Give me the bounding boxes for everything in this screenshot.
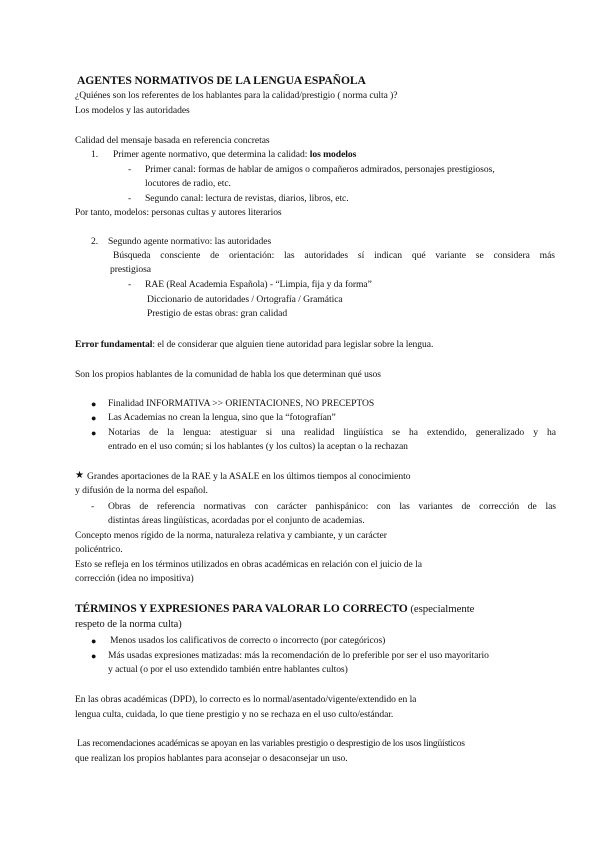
canal1-line-a: Primer canal: formas de hablar de amigos o compañeros admirados, personajes prestigiosos, bbox=[145, 164, 495, 175]
rae-line: RAE (Real Academia Española) - “Limpia, fija y da forma” bbox=[145, 279, 372, 290]
obras-line-a: Obras de referencia normativas con carácter panhispánico: con las variantes de corrección de las bbox=[108, 501, 556, 512]
bullet-1: ● bbox=[91, 399, 97, 409]
grandes-line-a: Grandes aportaciones de la RAE y la ASALE en los últimos tiempos al conocimiento bbox=[87, 471, 411, 482]
rae-dash: - bbox=[128, 279, 132, 290]
calidad-line: Calidad del mensaje basada en referencia concretas bbox=[75, 135, 270, 146]
bullet-5: ● bbox=[91, 651, 97, 661]
recomendaciones-line-b: que realizan los propios hablantes para aconsejar o desaconsejar un uso. bbox=[75, 753, 348, 764]
bullet-4-text: Menos usados los calificativos de correcto o incorrecto (por categóricos) bbox=[110, 635, 386, 646]
canal1-line-b: locutores de radio, etc. bbox=[145, 178, 231, 189]
section2-bold: TÉRMINOS Y EXPRESIONES PARA VALORAR LO CORRECTO bbox=[75, 603, 408, 615]
error-bold: Error fundamental bbox=[75, 339, 153, 350]
question-line: ¿Quiénes son los referentes de los hablantes para la calidad/prestigio ( norma culta )? bbox=[75, 90, 398, 101]
canal1-dash: - bbox=[128, 164, 132, 175]
item1-number: 1. bbox=[91, 149, 99, 160]
item1-bold: los modelos bbox=[309, 149, 357, 160]
bullet-3: ● bbox=[91, 428, 97, 438]
bullet-5-text-a: Más usadas expresiones matizadas: más la recomendación de lo preferible por ser el uso mayoritario bbox=[108, 650, 489, 661]
dpd-line-b: lengua culta, cuidada, lo que tiene prestigio y no se rechaza en el uso culto/estándar. bbox=[75, 709, 394, 720]
sonlos-line: Son los propios hablantes de la comunidad de habla los que determinan qué usos bbox=[75, 369, 381, 380]
dpd-line-a: En las obras académicas (DPD), lo correcto es lo normal/asentado/vigente/extendido en la bbox=[75, 694, 417, 705]
bullet-4: ● bbox=[91, 636, 97, 646]
item1-label: Primer agente normativo, que determina la calidad: bbox=[113, 149, 310, 160]
bullet-3-text-b: entrado en el uso común; si los hablantes (y los cultos) la aceptan o la rechazan bbox=[108, 441, 408, 452]
esto-line-b: corrección (idea no impositiva) bbox=[75, 573, 194, 584]
busqueda-line-a: Búsqueda consciente de orientación: las autoridades sí indican qué variante se considera más bbox=[113, 250, 555, 261]
obras-line-b: distintas áreas lingüísticas, acordadas por el conjunto de academias. bbox=[108, 515, 365, 526]
section2-rest: (especialmente bbox=[407, 603, 475, 615]
section2-heading bbox=[75, 603, 474, 615]
bullet-3-text-a: Notarias de la lengua: atestiguar si una realidad lingüística se ha extendido, generalizado y ha bbox=[108, 427, 556, 438]
doc-title: AGENTES NORMATIVOS DE LA LENGUA ESPAÑOLA bbox=[77, 74, 366, 87]
bullet-5-text-b: y actual (o por el uso extendido también entre hablantes cultos) bbox=[108, 664, 348, 675]
error-line bbox=[75, 339, 433, 351]
bullet-2: ● bbox=[91, 413, 97, 423]
portanto-line: Por tanto, modelos: personas cultas y autores literarios bbox=[75, 207, 282, 218]
diccionario-line: Diccionario de autoridades / Ortografía / Gramática bbox=[147, 294, 343, 305]
concepto-line-a: Concepto menos rígido de la norma, naturaleza relativa y cambiante, y un carácter bbox=[75, 530, 387, 541]
item2-number: 2. bbox=[91, 236, 99, 247]
section2-subline: respeto de la norma culta) bbox=[75, 619, 182, 630]
concepto-line-b: policéntrico. bbox=[75, 544, 123, 555]
bullet-1-text: Finalidad INFORMATIVA >> ORIENTACIONES, NO PRECEPTOS bbox=[108, 398, 375, 409]
bullet-2-text: Las Academias no crean la lengua, sino que la “fotografían” bbox=[108, 412, 336, 423]
canal2-line: Segundo canal: lectura de revistas, diarios, libros, etc. bbox=[145, 193, 349, 204]
answer-line: Los modelos y las autoridades bbox=[75, 105, 190, 116]
recomendaciones-line-a: Las recomendaciones académicas se apoyan en las variables prestigio o desprestigio de los usos lingüísticos bbox=[77, 738, 465, 749]
grandes-line-b: y difusión de la norma del español. bbox=[75, 485, 208, 496]
canal2-dash: - bbox=[128, 193, 132, 204]
obras-dash: - bbox=[91, 501, 95, 512]
error-rest: : el de considerar que alguien tiene autoridad para legislar sobre la lengua. bbox=[152, 339, 434, 350]
prestigio-obras-line: Prestigio de estas obras: gran calidad bbox=[147, 308, 288, 319]
busqueda-line-b: prestigiosa bbox=[110, 264, 152, 275]
star-icon: ★ bbox=[75, 470, 84, 481]
item1-text bbox=[113, 149, 356, 161]
esto-line-a: Esto se refleja en los términos utilizados en obras académicas en relación con el juicio de la bbox=[75, 559, 422, 570]
item2-text: Segundo agente normativo: las autoridades bbox=[108, 236, 272, 247]
